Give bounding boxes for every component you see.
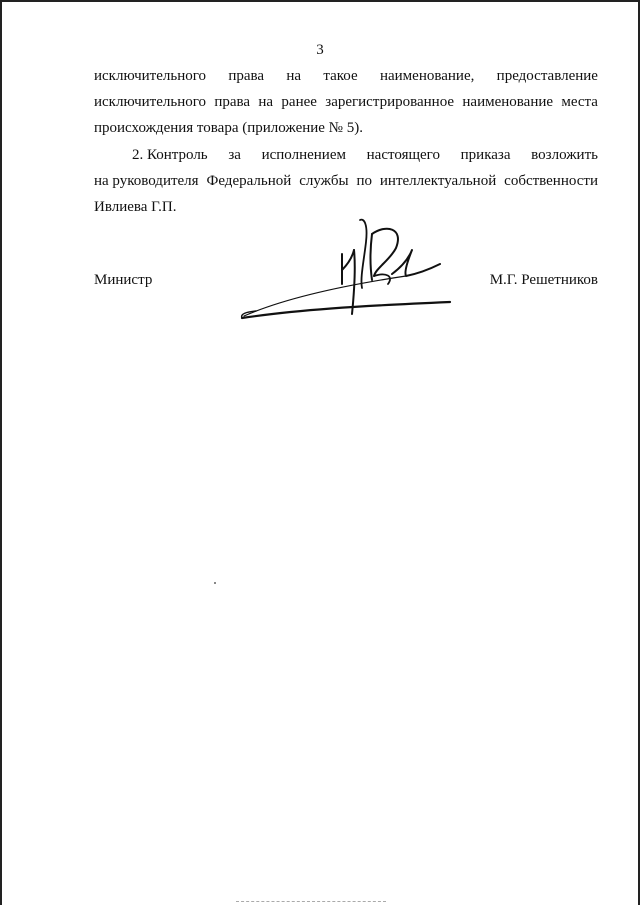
word: исключительного	[94, 94, 207, 110]
scan-edge-top	[0, 0, 640, 2]
word: ранее	[281, 94, 317, 110]
word: права	[214, 94, 251, 110]
scan-edge-left	[0, 0, 2, 905]
word: Федеральной	[206, 173, 292, 189]
word: возложить	[531, 147, 598, 163]
paragraph-2-line-3: Ивлиева Г.П.	[94, 199, 177, 215]
word: настоящего	[366, 147, 440, 163]
word: 2. Контроль	[132, 147, 208, 163]
word: на	[258, 94, 274, 110]
paragraph-2	[94, 142, 598, 220]
word: на руководителя	[94, 173, 199, 189]
word: интеллектуальной	[379, 173, 497, 189]
word: на	[286, 68, 302, 84]
word: за	[228, 147, 241, 163]
paragraph-1-line-3: происхождения товара (приложение № 5).	[94, 120, 363, 136]
word: по	[356, 173, 372, 189]
word: зарегистрированное	[325, 94, 455, 110]
paragraph-1-line-2	[94, 89, 598, 115]
word: исполнением	[261, 147, 346, 163]
word: места	[561, 94, 598, 110]
word: предоставление	[496, 68, 598, 84]
handwritten-signature	[236, 214, 456, 326]
word: приказа	[460, 147, 511, 163]
paragraph-1	[94, 63, 598, 141]
word: исключительного	[94, 68, 207, 84]
signatory-name: М.Г. Решетников	[489, 272, 598, 288]
scan-speck	[214, 582, 216, 584]
paragraph-2-line-1	[94, 142, 598, 168]
word: права	[228, 68, 265, 84]
word: собственности	[504, 173, 598, 189]
paragraph-1-line-1	[94, 63, 598, 89]
word: такое	[323, 68, 358, 84]
signatory-title: Министр	[94, 272, 153, 288]
word: наименование,	[379, 68, 475, 84]
page-number: 3	[316, 42, 324, 58]
paragraph-2-line-2	[94, 168, 598, 194]
word: службы	[299, 173, 349, 189]
scan-bottom-mark	[236, 901, 386, 903]
word: наименование	[462, 94, 554, 110]
